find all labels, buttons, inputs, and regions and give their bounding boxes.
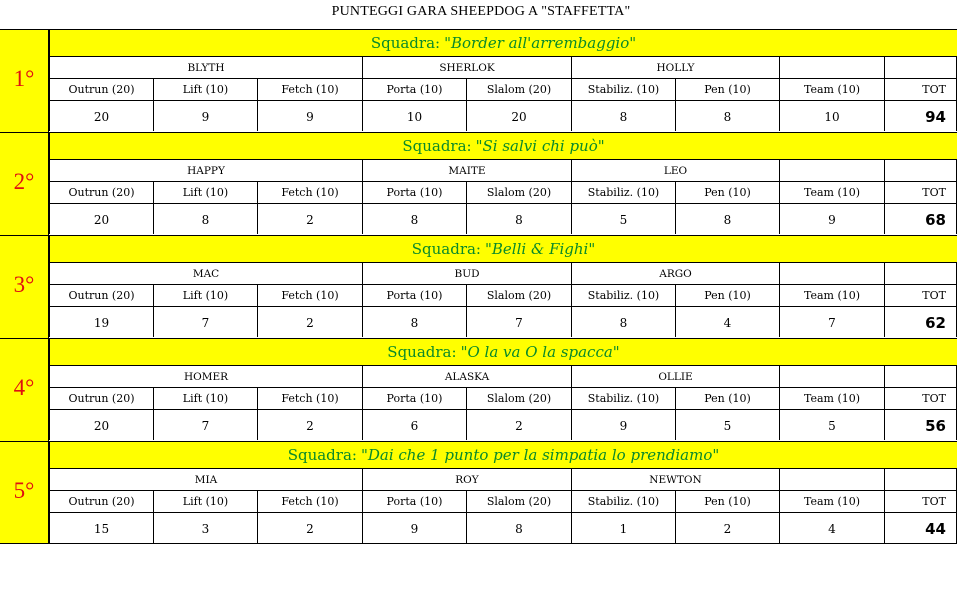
dog-name: BLYTH	[49, 57, 362, 78]
column-header: Slalom (20)	[466, 182, 571, 203]
score-cell: 2	[675, 513, 779, 543]
team-prefix: Squadra:	[287, 446, 357, 464]
column-header: Stabiliz. (10)	[571, 491, 675, 512]
dog-name: ARGO	[571, 263, 779, 284]
score-cell: 9	[257, 101, 362, 131]
dog-row	[49, 159, 957, 181]
score-cell: 8	[466, 204, 571, 234]
dog-name: SHERLOK	[362, 57, 571, 78]
dog-row	[49, 365, 957, 387]
column-header: Outrun (20)	[49, 491, 153, 512]
rank-label: 3°	[0, 235, 49, 338]
score-row	[49, 203, 957, 234]
team-block-3	[0, 235, 957, 338]
team-prefix: Squadra:	[370, 34, 441, 52]
column-header: Lift (10)	[153, 491, 257, 512]
score-cell: 20	[49, 410, 153, 440]
column-header: Outrun (20)	[49, 79, 153, 100]
column-header: Stabiliz. (10)	[571, 79, 675, 100]
column-header: Pen (10)	[675, 182, 779, 203]
column-header: Team (10)	[779, 79, 884, 100]
score-cell: 20	[49, 101, 153, 131]
column-header: Fetch (10)	[257, 285, 362, 306]
score-cell: 10	[362, 101, 466, 131]
empty-cell	[779, 469, 884, 490]
column-header-total: TOT	[884, 491, 957, 512]
empty-cell	[779, 366, 884, 387]
score-cell: 5	[779, 410, 884, 440]
column-header: Team (10)	[779, 388, 884, 409]
column-header: Lift (10)	[153, 182, 257, 203]
score-cell: 19	[49, 307, 153, 337]
column-header: Lift (10)	[153, 285, 257, 306]
header-row	[49, 78, 957, 100]
dog-name: HOMER	[49, 366, 362, 387]
dog-name: HOLLY	[571, 57, 779, 78]
empty-cell	[884, 469, 957, 490]
team-name-banner	[49, 132, 957, 159]
header-row	[49, 284, 957, 306]
score-cell: 8	[362, 204, 466, 234]
dog-name: MIA	[49, 469, 362, 490]
column-header: Stabiliz. (10)	[571, 388, 675, 409]
team-name-banner	[49, 235, 957, 262]
total-score: 68	[884, 204, 957, 234]
results-board	[0, 29, 957, 544]
empty-cell	[884, 160, 957, 181]
score-cell: 5	[675, 410, 779, 440]
column-header: Stabiliz. (10)	[571, 285, 675, 306]
score-cell: 5	[571, 204, 675, 234]
column-header: Porta (10)	[362, 285, 466, 306]
rank-label: 5°	[0, 441, 49, 544]
score-cell: 8	[571, 101, 675, 131]
score-cell: 1	[571, 513, 675, 543]
score-row	[49, 100, 957, 131]
total-score: 44	[884, 513, 957, 543]
score-cell: 15	[49, 513, 153, 543]
header-row	[49, 387, 957, 409]
empty-cell	[779, 263, 884, 284]
column-header: Pen (10)	[675, 285, 779, 306]
score-cell: 8	[466, 513, 571, 543]
team-name: "Si salvi chi può"	[475, 137, 605, 155]
column-header: Fetch (10)	[257, 388, 362, 409]
score-row	[49, 512, 957, 543]
column-header: Pen (10)	[675, 388, 779, 409]
score-cell: 4	[779, 513, 884, 543]
dog-name: OLLIE	[571, 366, 779, 387]
team-prefix: Squadra:	[402, 137, 472, 155]
column-header: Slalom (20)	[466, 491, 571, 512]
score-cell: 2	[257, 410, 362, 440]
column-header-total: TOT	[884, 79, 957, 100]
dog-name: HAPPY	[49, 160, 362, 181]
dog-row	[49, 56, 957, 78]
dog-name: BUD	[362, 263, 571, 284]
score-cell: 3	[153, 513, 257, 543]
score-cell: 9	[362, 513, 466, 543]
column-header: Lift (10)	[153, 388, 257, 409]
score-cell: 8	[571, 307, 675, 337]
team-name: "Dai che 1 punto per la simpatia lo prendiamo"	[360, 446, 720, 464]
score-cell: 7	[466, 307, 571, 337]
score-cell: 8	[153, 204, 257, 234]
column-header-total: TOT	[884, 285, 957, 306]
dog-name: MAITE	[362, 160, 571, 181]
dog-name: MAC	[49, 263, 362, 284]
team-prefix: Squadra:	[387, 343, 457, 361]
column-header: Team (10)	[779, 182, 884, 203]
column-header: Outrun (20)	[49, 182, 153, 203]
column-header: Fetch (10)	[257, 491, 362, 512]
header-row	[49, 181, 957, 203]
dog-row	[49, 262, 957, 284]
column-header: Porta (10)	[362, 79, 466, 100]
total-score: 56	[884, 410, 957, 440]
score-cell: 7	[779, 307, 884, 337]
team-name-banner	[49, 338, 957, 365]
score-cell: 2	[257, 204, 362, 234]
page-title: PUNTEGGI GARA SHEEPDOG A "STAFFETTA"	[331, 4, 631, 19]
score-cell: 20	[49, 204, 153, 234]
score-cell: 4	[675, 307, 779, 337]
column-header: Slalom (20)	[466, 79, 571, 100]
column-header: Outrun (20)	[49, 285, 153, 306]
score-cell: 7	[153, 307, 257, 337]
team-name-banner	[49, 441, 957, 468]
score-row	[49, 409, 957, 440]
team-block-1	[0, 29, 957, 132]
total-score: 62	[884, 307, 957, 337]
empty-cell	[884, 57, 957, 78]
team-block-5	[0, 441, 957, 544]
column-header: Fetch (10)	[257, 182, 362, 203]
column-header: Porta (10)	[362, 182, 466, 203]
score-cell: 7	[153, 410, 257, 440]
rank-label: 1°	[0, 29, 49, 132]
column-header: Porta (10)	[362, 388, 466, 409]
rank-label: 4°	[0, 338, 49, 441]
score-cell: 10	[779, 101, 884, 131]
team-name-banner	[49, 29, 957, 56]
column-header: Porta (10)	[362, 491, 466, 512]
header-row	[49, 490, 957, 512]
score-cell: 20	[466, 101, 571, 131]
score-cell: 8	[675, 101, 779, 131]
empty-cell	[779, 160, 884, 181]
dog-name: LEO	[571, 160, 779, 181]
rank-label: 2°	[0, 132, 49, 235]
team-name: "Belli & Fighi"	[485, 240, 596, 258]
column-header: Stabiliz. (10)	[571, 182, 675, 203]
dog-name: ALASKA	[362, 366, 571, 387]
column-header-total: TOT	[884, 182, 957, 203]
score-cell: 2	[257, 307, 362, 337]
table-bottom-border	[0, 543, 957, 544]
score-cell: 6	[362, 410, 466, 440]
column-header: Outrun (20)	[49, 388, 153, 409]
score-cell: 9	[779, 204, 884, 234]
empty-cell	[779, 57, 884, 78]
total-score: 94	[884, 101, 957, 131]
score-row	[49, 306, 957, 337]
column-header: Fetch (10)	[257, 79, 362, 100]
empty-cell	[884, 263, 957, 284]
score-cell: 9	[153, 101, 257, 131]
dog-row	[49, 468, 957, 490]
score-cell: 8	[362, 307, 466, 337]
column-header: Team (10)	[779, 491, 884, 512]
team-block-4	[0, 338, 957, 441]
column-header: Slalom (20)	[466, 388, 571, 409]
score-cell: 2	[257, 513, 362, 543]
team-block-2	[0, 132, 957, 235]
empty-cell	[884, 366, 957, 387]
column-header: Pen (10)	[675, 79, 779, 100]
dog-name: NEWTON	[571, 469, 779, 490]
column-header: Team (10)	[779, 285, 884, 306]
score-cell: 2	[466, 410, 571, 440]
column-header: Slalom (20)	[466, 285, 571, 306]
dog-name: ROY	[362, 469, 571, 490]
team-prefix: Squadra:	[411, 240, 481, 258]
score-cell: 9	[571, 410, 675, 440]
team-name: "O la va O la spacca"	[460, 343, 620, 361]
column-header-total: TOT	[884, 388, 957, 409]
team-name: "Border all'arrembaggio"	[444, 34, 637, 52]
score-cell: 8	[675, 204, 779, 234]
column-header: Pen (10)	[675, 491, 779, 512]
column-header: Lift (10)	[153, 79, 257, 100]
